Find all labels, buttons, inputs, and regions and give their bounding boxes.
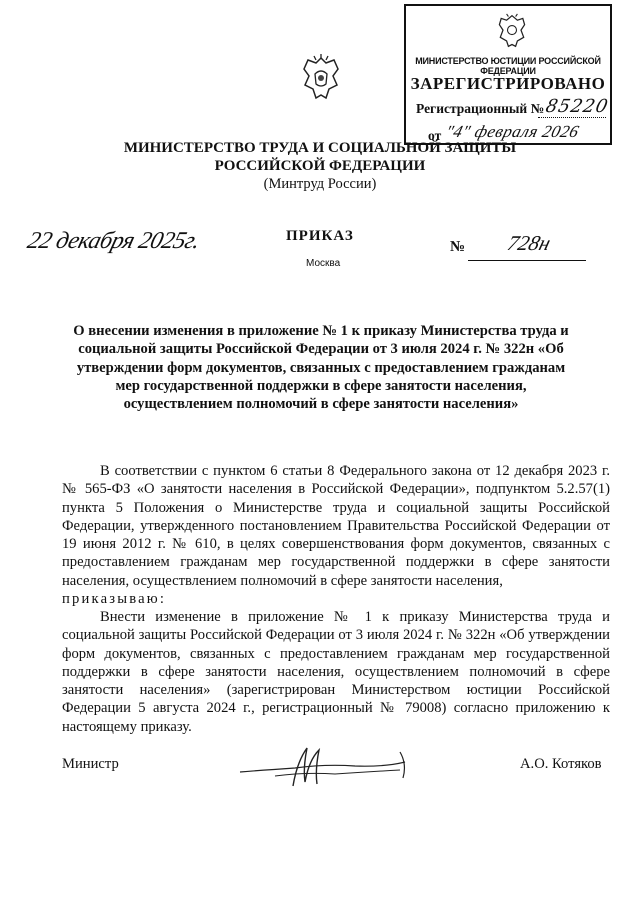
- stamp-emblem-icon: [494, 12, 530, 50]
- order-number-underline: [468, 260, 586, 261]
- stamp-from-label: от: [428, 128, 442, 143]
- ministry-name-line1: МИНИСТЕРСТВО ТРУДА И СОЦИАЛЬНОЙ ЗАЩИТЫ: [123, 140, 517, 156]
- coat-of-arms-icon: [298, 54, 344, 102]
- stamp-ministry: МИНИСТЕРСТВО ЮСТИЦИИ РОССИЙСКОЙ ФЕДЕРАЦИИ: [415, 56, 601, 76]
- body-paragraph-2: Внести изменение в приложение № 1 к приказу Министерства труда и социальной защиты Российской Федерации от 3 июля 2024 г. № 322н «Об утверждении форм документов, связанных с предоставлением гражданам мер государственной поддержки в сфере занятости населения, осуществлением полномочий в сфере занятости населения» (зарегистрирован Министерством юстиции Российской Федерации 5 августа 2024 г., регистрационный № 79008) согласно приложению к настоящему приказу.: [62, 609, 610, 735]
- stamp-registered: ЗАРЕГИСТРИРОВАНО: [410, 74, 606, 93]
- stamp-reg-number: 85220: [543, 96, 611, 117]
- ministry-name-line2: РОССИЙСКОЙ ФЕДЕРАЦИИ: [214, 158, 426, 174]
- order-date: 22 декабря 2025г.: [24, 228, 203, 254]
- stamp-reg-label: Регистрационный №: [416, 101, 545, 116]
- order-number: 728н: [504, 231, 554, 255]
- body-paragraph-1: В соответствии с пунктом 6 статьи 8 Федерального закона от 12 декабря 2023 г. № 565-ФЗ «О занятости населения в Российской Федерации», подпунктом 5.2.57(1) пункта 5 Положения о Министерстве труда и социальной защиты Российской Федерации, утвержденного постановлением Правительства Российской Федерации от 19 июня 2012 г. № 610, в целях совершенствования форм документов, связанных с предоставлением гражданам мер государственной поддержки в сфере занятости населения, осуществлением полномочий в сфере занятости населения,: [62, 463, 610, 589]
- document-title: О внесении изменения в приложение № 1 к приказу Министерства труда и социальной защиты Российской Федерации от 3 июля 2024 г. № 322н «Об утверждении форм документов, связанных с предоставлением гражданам мер государственной поддержки в сфере занятости населения, осуществлением полномочий в сфере занятости населения»: [73, 323, 569, 413]
- order-city: Москва: [306, 258, 341, 269]
- stamp-from-date: "4" февраля 2026: [443, 122, 582, 141]
- registration-stamp: [404, 4, 612, 145]
- body-decree-word: приказываю:: [62, 591, 167, 607]
- signatory-name: А.О. Котяков: [520, 756, 602, 772]
- order-number-label: №: [450, 239, 466, 255]
- handwritten-signature: [235, 742, 415, 792]
- ministry-short-name: (Минтруд России): [263, 176, 377, 192]
- signatory-position: Министр: [62, 756, 119, 772]
- stamp-reg-line: [538, 117, 606, 118]
- order-title: ПРИКАЗ: [286, 228, 354, 244]
